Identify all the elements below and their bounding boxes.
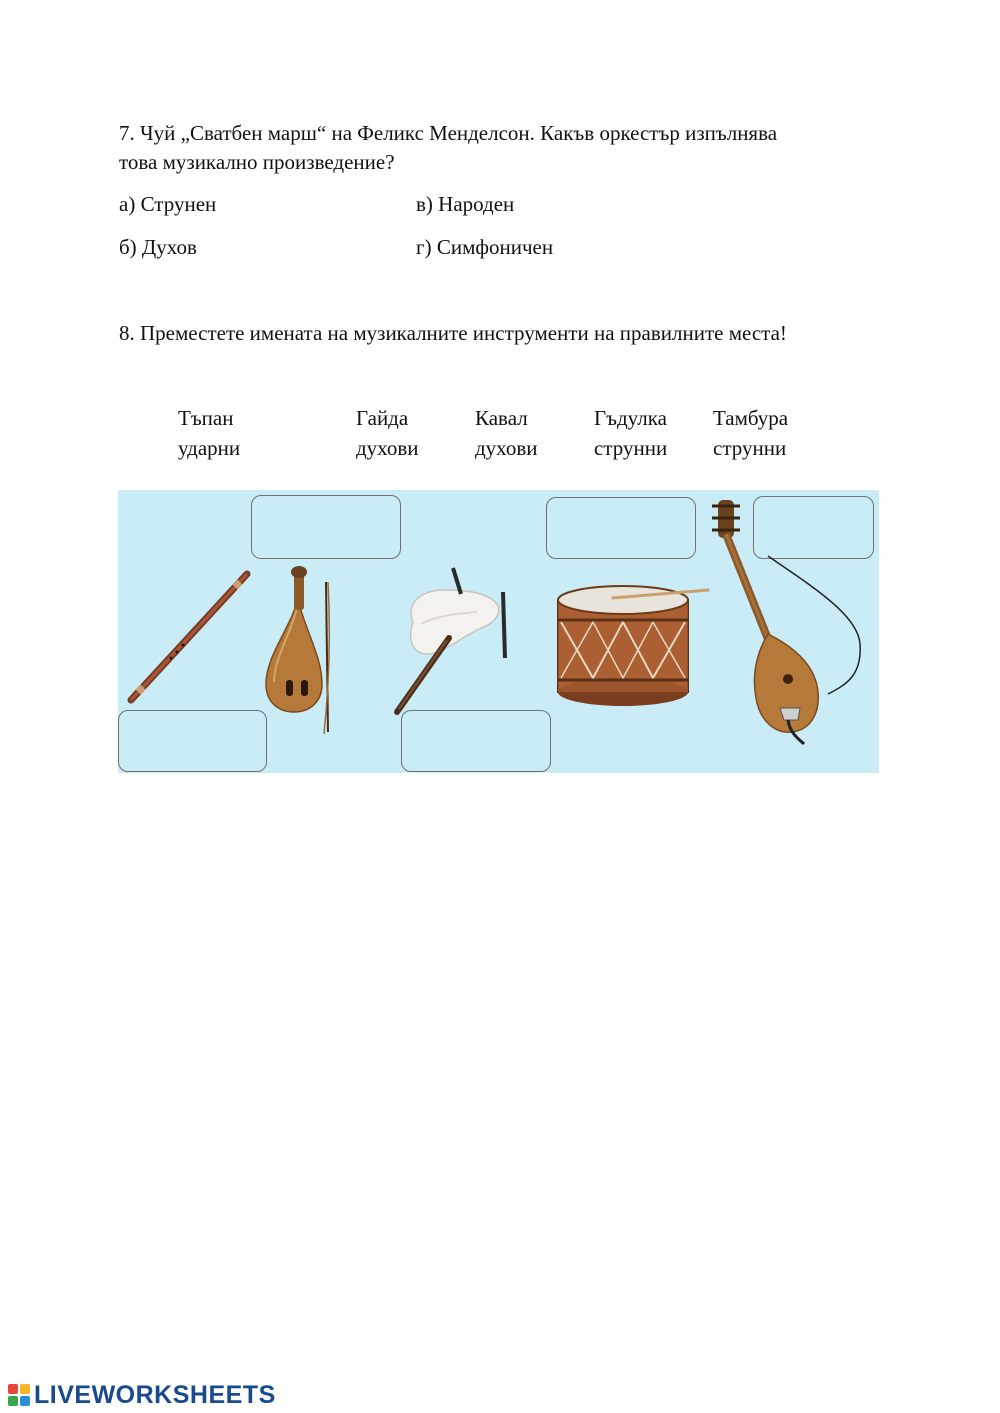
word-group: ударни [178,436,241,460]
tapan-icon [553,582,713,712]
gadulka-icon [258,562,343,740]
q7-option-b[interactable]: б) Духов [119,235,197,259]
word-group: духови [475,436,538,460]
drag-word-kaval[interactable] [475,403,538,463]
drag-word-tapan[interactable] [178,403,240,463]
tambura-icon [708,494,878,752]
word-group: духови [356,436,419,460]
q7-option-a[interactable]: а) Струнен [119,192,217,216]
drop-zone-tapan[interactable] [546,497,696,559]
q8-prompt: 8. Преместете имената на музикалните инструменти на правилните места! [119,321,787,345]
q7-question-line1: 7. Чуй „Сватбен марш“ на Феликс Менделсон. Какъв оркестър изпълнява [119,121,778,145]
word-label: Тъпан [178,406,234,430]
word-label: Гайда [356,406,409,430]
q7-option-g[interactable]: г) Симфоничен [416,235,554,259]
word-label: Тамбура [713,406,789,430]
drop-zone-kaval[interactable] [118,710,267,772]
word-group: струнни [594,436,668,460]
q7-option-v[interactable]: в) Народен [416,192,515,216]
instruments-panel [118,490,879,773]
drag-word-gadulka[interactable] [594,403,667,463]
q7-question-line2: това музикално произведение? [119,150,395,174]
brand-text: LIVEWORKSHEETS [34,1380,276,1409]
drag-word-gaida[interactable] [356,403,419,463]
word-group: струнни [713,436,787,460]
gaida-icon [393,562,523,720]
liveworksheets-logo [8,1382,276,1408]
kaval-icon [123,570,253,705]
word-label: Кавал [475,406,528,430]
drop-zone-gadulka[interactable] [251,495,401,559]
word-label: Гъдулка [594,406,667,430]
logo-mark-icon [8,1384,30,1406]
drag-word-tambura[interactable] [713,403,788,463]
